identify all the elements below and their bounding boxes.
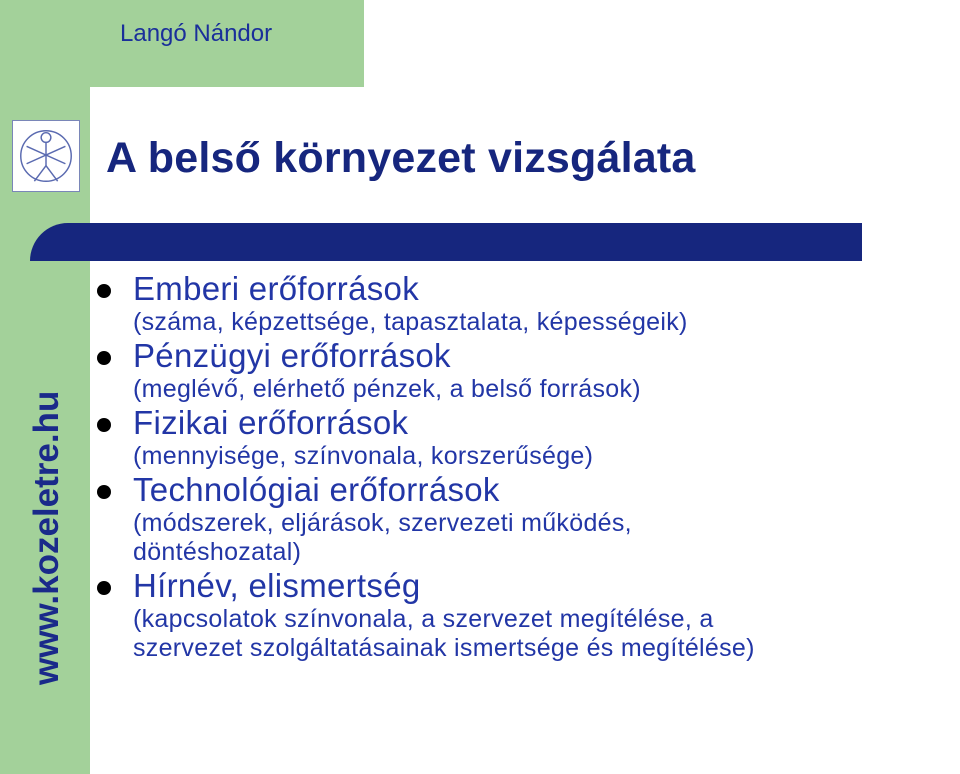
bullet-heading: Pénzügyi erőforrások — [133, 337, 451, 374]
bullet-item-human — [93, 270, 960, 337]
bullet-heading: Technológiai erőforrások — [133, 471, 500, 508]
bullet-dot-icon — [97, 284, 111, 298]
bullet-item-reputation — [93, 567, 960, 663]
slide-title: A belső környezet vizsgálata — [106, 134, 696, 182]
bullet-detail: (módszerek, eljárások, szervezeti működés, — [133, 509, 632, 537]
side-website-url: www.kozeletre.hu — [27, 390, 66, 685]
bullet-detail: (mennyisége, színvonala, korszerűsége) — [133, 442, 594, 470]
bullet-item-technological — [93, 471, 960, 567]
vitruvian-logo-icon — [12, 120, 80, 192]
bullet-detail: (kapcsolatok színvonala, a szervezet megítélése, a — [133, 605, 714, 633]
bullet-list — [93, 270, 960, 663]
author-name: Langó Nándor — [120, 20, 273, 47]
bullet-detail: (meglévő, elérhető pénzek, a belső források) — [133, 375, 641, 403]
bullet-detail: (száma, képzettsége, tapasztalata, képességeik) — [133, 308, 688, 336]
bullet-detail: döntéshozatal) — [133, 538, 302, 566]
bullet-dot-icon — [97, 418, 111, 432]
bullet-heading: Hírnév, elismertség — [133, 567, 421, 604]
bullet-heading: Fizikai erőforrások — [133, 404, 409, 441]
bullet-dot-icon — [97, 581, 111, 595]
title-underline-bar — [30, 223, 862, 261]
bullet-item-physical — [93, 404, 960, 471]
bullet-dot-icon — [97, 485, 111, 499]
bullet-dot-icon — [97, 351, 111, 365]
bullet-detail: szervezet szolgáltatásainak ismertsége és megítélése) — [133, 634, 755, 662]
bullet-heading: Emberi erőforrások — [133, 270, 419, 307]
bullet-item-financial — [93, 337, 960, 404]
